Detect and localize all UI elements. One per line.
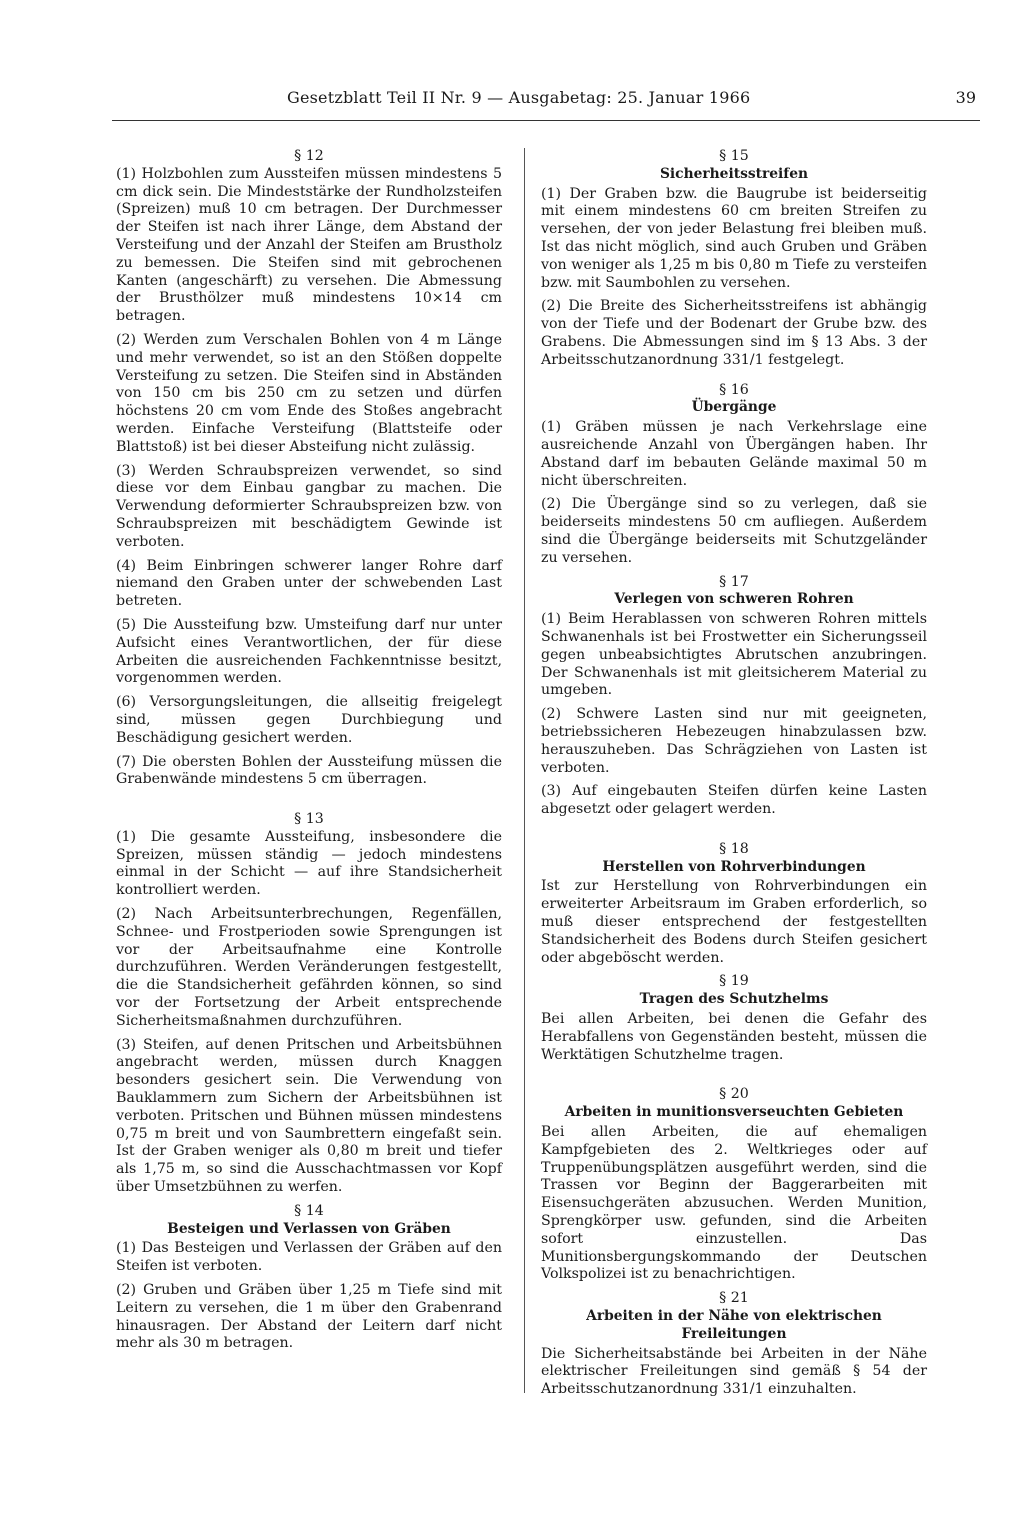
paragraph: (1) Der Graben bzw. die Baugrube ist beiderseitig mit einem mindestens 60 cm breiten Streifen zu versehen, der von jeder Belastung frei bleiben muß. Ist das nicht möglich, sind auch Gruben und Gräben von weniger als 1,25 m bis 0,80 m Tiefe zu versteifen bzw. mit Saumbohlen zu versehen. (541, 185, 927, 291)
paragraph: (2) Werden zum Verschalen Bohlen von 4 m Länge und mehr verwendet, so ist an den Stößen doppelte Versteifung zu setzen. Die Steifen sind in Abständen von 150 cm bis 250 cm zu setzen und dürfen höchstens 20 cm vom Ende des Stoßes angebracht werden. Einfache Versteifung (Blattsteife oder Blattstoß) ist bei dieser Absteifung nicht zulässig. (116, 331, 502, 455)
section-number: § 17 (719, 573, 749, 590)
header-rule (112, 120, 980, 121)
section-title: Arbeiten in munitionsverseuchten Gebieten (564, 1104, 904, 1121)
paragraph: (1) Beim Herablassen von schweren Rohren mittels Schwanenhals ist bei Frostwetter ein Sicherungsseil gegen unbeabsichtigtes Abrutschen anzubringen. Der Schwanenhals ist mit gleitsicherem Material zu umgeben. (541, 611, 927, 699)
paragraph: (2) Nach Arbeitsunterbrechungen, Regenfällen, Schnee- und Frostperioden sowie Sprengungen ist vor der Arbeitsaufnahme eine Kontrolle durchzuführen. Werden Veränderungen festgestellt, die die Standsicherheit gefährden können, so sind vor der Fortsetzung der Arbeit entsprechende Sicherheitsmaßnahmen durchzuführen. (116, 906, 502, 1029)
paragraph: Die Sicherheitsabstände bei Arbeiten in der Nähe elektrischer Freileitungen sind gemäß § 54 der Arbeitsschutzanordnung 331/1 einzuhalten. (541, 1345, 927, 1398)
paragraph: Bei allen Arbeiten, bei denen die Gefahr des Herabfallens von Gegenständen besteht, müssen die Werktätigen Schutzhelme tragen. (541, 1011, 927, 1063)
paragraph: (4) Beim Einbringen schwerer langer Rohre darf niemand den Graben unter der schwebenden Last betreten. (116, 557, 502, 610)
section-16 (541, 382, 927, 568)
paragraph: (5) Die Aussteifung bzw. Umsteifung darf nur unter Aufsicht eines Verantwortlichen, der für diese Arbeiten die ausreichenden Fachkenntnisse besitzt, vorgenommen werden. (116, 616, 502, 687)
paragraph: (1) Das Besteigen und Verlassen der Gräben auf den Steifen ist verboten. (116, 1240, 502, 1275)
paragraph: (3) Steifen, auf denen Pritschen und Arbeitsbühnen angebracht werden, müssen durch Knaggen besonders gesichert sein. Die Verwendung von Bauklammern zum Sichern der Arbeitsbühnen ist verboten. Pritschen und Bühnen müssen mindestens 0,75 m breit und von Saumbrettern eingefaßt sein. Ist der Graben weniger als 0,80 m breit und tiefer als 1,75 m, so sind die Ausschachtmassen vor Kopf über Umsetzbühnen zu werfen. (116, 1036, 502, 1196)
right-column (541, 148, 927, 1399)
paragraph: (7) Die obersten Bohlen der Aussteifung müssen die Grabenwände mindestens 5 cm überragen. (116, 753, 502, 788)
section-title: Verlegen von schweren Rohren (614, 591, 854, 608)
paragraph: (2) Die Breite des Sicherheitsstreifens ist abhängig von der Tiefe und der Bodenart der Grube bzw. des Grabens. Die Abmessungen sind im § 13 Abs. 3 der Arbeitsschutzanordnung 331/1 festgelegt. (541, 298, 927, 368)
section-number: § 21 (719, 1290, 749, 1307)
section-number: § 20 (719, 1086, 749, 1103)
paragraph: (1) Die gesamte Aussteifung, insbesondere die Spreizen, müssen ständig — jedoch mindestens einmal in der Schicht — auf ihre Standsicherheit kontrolliert werden. (116, 828, 502, 899)
section-number: § 13 (294, 811, 324, 828)
paragraph: (1) Gräben müssen je nach Verkehrslage eine ausreichende Anzahl von Übergängen haben. Ihr Abstand darf im bebauten Gelände maximal 50 m nicht überschreiten. (541, 419, 927, 489)
section-number: § 16 (719, 381, 749, 398)
paragraph: (2) Schwere Lasten sind nur mit geeigneten, betriebssicheren Hebezeugen hinabzulassen bzw. herauszuheben. Das Schrägziehen von Lasten ist verboten. (541, 706, 927, 776)
paragraph: (2) Die Übergänge sind so zu verlegen, daß sie beiderseits mindestens 50 cm aufliegen. Außerdem sind die Übergänge beiderseits mit Schutzgeländer zu versehen. (541, 496, 927, 566)
section-13 (116, 811, 502, 1197)
section-title: Sicherheitsstreifen (659, 165, 809, 182)
section-number: § 15 (719, 148, 749, 164)
section-number: § 14 (294, 1202, 324, 1219)
section-title: Tragen des Schutzhelms (639, 991, 829, 1008)
section-21 (541, 1290, 927, 1399)
section-number: § 19 (719, 973, 749, 990)
section-14 (116, 1203, 502, 1353)
paragraph: (2) Gruben und Gräben über 1,25 m Tiefe sind mit Leitern zu versehen, die 1 m über den Grabenrand hinausragen. Der Abstand der Leitern darf nicht mehr als 30 m betragen. (116, 1282, 502, 1352)
section-20 (541, 1086, 927, 1284)
paragraph: (6) Versorgungsleitungen, die allseitig freigelegt sind, müssen gegen Durchbiegung und Beschädigung gesichert werden. (116, 694, 502, 746)
section-19 (541, 973, 927, 1064)
section-number: § 18 (719, 840, 749, 857)
section-18 (541, 841, 927, 968)
section-title: Herstellen von Rohrverbindungen (602, 858, 866, 875)
paragraph: Ist zur Herstellung von Rohrverbindungen ein erweiterter Arbeitsraum im Graben erforderlich, so muß dieser entsprechend der festgestellten Standsicherheit des Bodens durch Steifen gesichert oder abgeböscht werden. (541, 878, 927, 966)
section-title: Besteigen und Verlassen von Gräben (167, 1220, 451, 1237)
column-divider (524, 148, 525, 1393)
section-title: Übergänge (691, 399, 777, 416)
page-number: 39 (955, 88, 976, 107)
header-title: Gesetzblatt Teil II Nr. 9 — Ausgabetag: 25. Januar 1966 (287, 88, 751, 107)
paragraph: Bei allen Arbeiten, die auf ehemaligen Kampfgebieten des 2. Weltkrieges oder auf Truppenübungsplätzen ausgeführt werden, sind die Trassen vor Beginn der Baggerarbeiten mit Eisensuchgeräten abzusuchen. Werden Munition, Sprengkörper usw. gefunden, sind die Arbeiten sofort einzustellen. Das Munitionsbergungskommando der Deutschen Volkspolizei ist zu benachrichtigen. (541, 1124, 927, 1283)
paragraph: (3) Auf eingebauten Steifen dürfen keine Lasten abgesetzt oder gelagert werden. (541, 783, 927, 818)
left-column (116, 148, 502, 1353)
section-number: § 12 (294, 148, 324, 164)
page-header (112, 86, 980, 112)
section-title: Arbeiten in der Nähe von elektrischen Freileitungen (586, 1308, 882, 1342)
paragraph: (1) Holzbohlen zum Aussteifen müssen mindestens 5 cm dick sein. Die Mindeststärke der Rundholzsteifen (Spreizen) muß 10 cm betragen. Der Durchmesser der Steifen ist nach ihrer Länge, dem Abstand der Versteifung und der Anzahl der Steifen am Brustholz zu bemessen. Die Steifen sind mit gebrochenen Kanten (angeschärft) zu versehen. Die Abmessung der Brusthölzer muß mindestens 10×14 cm betragen. (116, 165, 502, 325)
section-17 (541, 574, 927, 819)
section-15 (541, 148, 927, 370)
section-12 (116, 148, 502, 789)
paragraph: (3) Werden Schraubspreizen verwendet, so sind diese vor dem Einbau gangbar zu machen. Die Verwendung deformierter Schraubspreizen bzw. von Schraubspreizen mit beschädigtem Gewinde ist verboten. (116, 462, 502, 550)
